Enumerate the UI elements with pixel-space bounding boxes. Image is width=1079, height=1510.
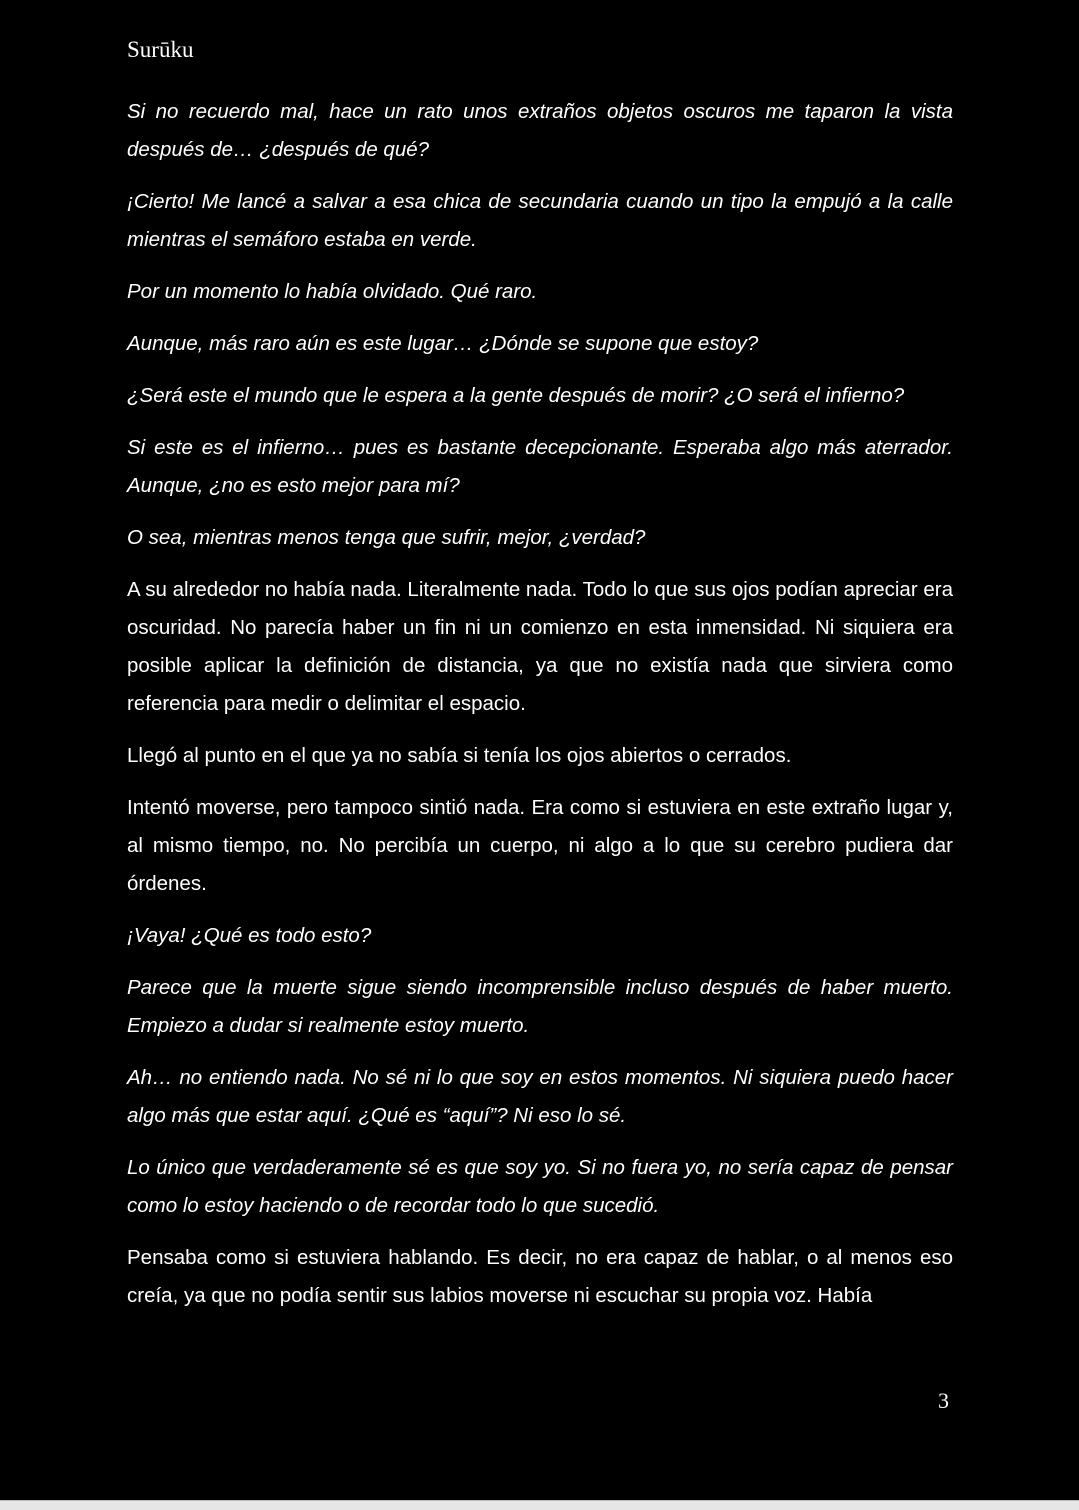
- page-number: 3: [938, 1388, 949, 1413]
- paragraph-thought-6: Si este es el infierno… pues es bastante decepcionante. Esperaba algo más aterrador. Aunque, ¿no es esto mejor para mí?: [127, 436, 953, 497]
- body-text: [127, 93, 953, 1329]
- paragraph-narration-2: Llegó al punto en el que ya no sabía si tenía los ojos abiertos o cerrados.: [127, 744, 792, 767]
- running-header: Surūku: [127, 37, 194, 62]
- paragraph-thought-10: Ah… no entiendo nada. No sé ni lo que soy en estos momentos. Ni siquiera puedo hacer algo más que estar aquí. ¿Qué es “aquí”? Ni eso lo sé.: [127, 1066, 953, 1127]
- paragraph-narration-4: Pensaba como si estuviera hablando. Es decir, no era capaz de hablar, o al menos eso creía, ya que no podía sentir sus labios moverse ni escuchar su propia voz. Había: [127, 1246, 953, 1307]
- paragraph-thought-5: ¿Será este el mundo que le espera a la gente después de morir? ¿O será el infierno?: [127, 384, 905, 407]
- paragraph-thought-2: ¡Cierto! Me lancé a salvar a esa chica de secundaria cuando un tipo la empujó a la calle mientras el semáforo estaba en verde.: [127, 190, 953, 251]
- page-bottom-edge: [0, 1500, 1079, 1510]
- paragraph-thought-9: Parece que la muerte sigue siendo incomprensible incluso después de haber muerto. Empiezo a dudar si realmente estoy muerto.: [127, 976, 953, 1037]
- paragraph-thought-1: Si no recuerdo mal, hace un rato unos extraños objetos oscuros me taparon la vista después de… ¿después de qué?: [127, 100, 953, 161]
- paragraph-thought-11: Lo único que verdaderamente sé es que soy yo. Si no fuera yo, no sería capaz de pensar como lo estoy haciendo o de recordar todo lo que sucedió.: [127, 1156, 953, 1217]
- paragraph-thought-4: Aunque, más raro aún es este lugar… ¿Dónde se supone que estoy?: [127, 332, 759, 355]
- paragraph-narration-3: Intentó moverse, pero tampoco sintió nada. Era como si estuviera en este extraño lugar y, al mismo tiempo, no. No percibía un cuerpo, ni algo a lo que su cerebro pudiera dar órdenes.: [127, 796, 953, 895]
- paragraph-thought-7: O sea, mientras menos tenga que sufrir, mejor, ¿verdad?: [127, 526, 646, 549]
- paragraph-thought-8: ¡Vaya! ¿Qué es todo esto?: [127, 924, 372, 947]
- paragraph-narration-1: A su alrededor no había nada. Literalmente nada. Todo lo que sus ojos podían apreciar era oscuridad. No parecía haber un fin ni un comienzo en esta inmensidad. Ni siquiera era posible aplicar la definición de distancia, ya que no existía nada que sirviera como referencia para medir o delimitar el espacio.: [127, 578, 953, 715]
- paragraph-thought-3: Por un momento lo había olvidado. Qué raro.: [127, 280, 538, 303]
